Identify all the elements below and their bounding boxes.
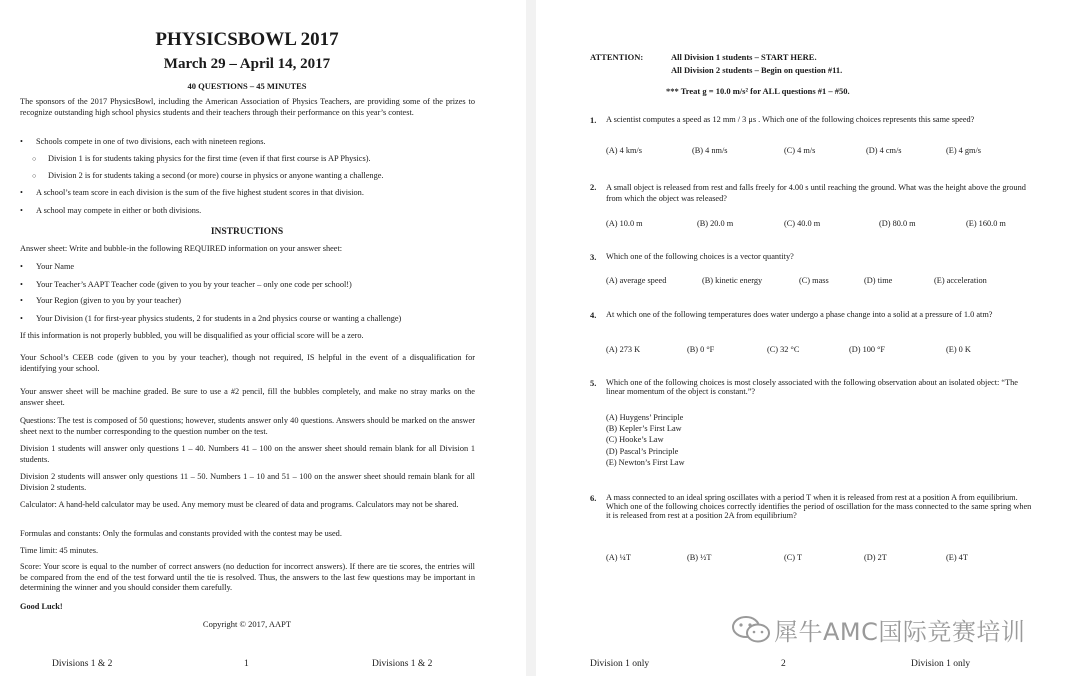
disqualify-text: If this information is not properly bubbled, you will be disqualified as your official score will be a zero. [20,331,364,340]
choice-d[interactable]: (D) 4 cm/s [866,146,902,155]
answer-sheet-text: Answer sheet: Write and bubble-in the following REQUIRED information on your answer sheet: [20,244,343,253]
sub-bullet-item: ○ Division 1 is for students taking physics for the first time (even if that first course is AP Physics). [32,154,371,163]
choice-d[interactable]: (D) Pascal’s Principle [606,447,679,456]
footer-right: Division 1 only [911,659,971,669]
choice-e[interactable]: (E) 160.0 m [966,219,1006,228]
choice-a[interactable]: (A) ¼T [606,553,631,562]
machine-graded-text: Your answer sheet will be machine graded. Be sure to use a #2 pencil, fill the bubbles completely, and make no stray marks on the answer sheet. [20,387,475,407]
required-item: • Your Teacher’s AAPT Teacher code (given to you by your teacher – only one code per school!) [20,280,352,289]
contest-subtitle: 40 QUESTIONS – 45 MINUTES [187,81,307,91]
choice-c[interactable]: (C) T [784,553,803,562]
choice-d[interactable]: (D) 2T [864,553,887,562]
choice-a[interactable]: (A) Huygens’ Principle [606,413,684,422]
footer-left: Divisions 1 & 2 [52,659,113,669]
choice-b[interactable]: (B) ½T [687,553,712,562]
bullet-item: • A school’s team score in each division is the sum of the five highest student scores in that division. [20,188,364,197]
choice-c[interactable]: (C) 4 m/s [784,146,816,155]
watermark-text: 犀牛AMC国际竞赛培训 [774,618,1026,646]
choice-a[interactable]: (A) 273 K [606,345,641,354]
choice-e[interactable]: (E) 0 K [946,345,971,354]
choice-d[interactable]: (D) 100 °F [849,345,886,354]
choice-e[interactable]: (E) Newton’s First Law [606,458,685,467]
choice-a[interactable]: (A) average speed [606,276,667,285]
question-2: 2. A small object is released from rest and falls freely for 4.00 s until reaching the ground. What was the height above the ground from which the object was released? (A) 10.0 m (B) 20.0 m (C) 40.0 m (D) 80.0 m (E) 160.0 m [590,182,1026,228]
division2-text: Division 2 students will answer only questions 11 – 50. Numbers 1 – 10 and 51 – 100 on the answer sheet should remain blank for all Division 2 students. [20,472,475,492]
attention-label: ATTENTION: [590,52,644,62]
contest-dates: March 29 – April 14, 2017 [163,56,331,72]
required-item: • Your Name [20,262,75,271]
attention-line-1: All Division 1 students – START HERE. [671,52,817,62]
copyright: Copyright © 2017, AAPT [202,619,292,629]
footer-right: Divisions 1 & 2 [372,659,433,669]
ceeb-text: Your School’s CEEB code (given to you by your teacher), though not required, IS helpful in the event of a disqualification for identifying your school. [20,353,475,373]
contest-title: PHYSICSBOWL 2017 [155,29,339,50]
choice-b[interactable]: (B) Kepler’s First Law [606,424,682,433]
instructions-heading: INSTRUCTIONS [210,227,284,237]
choice-a[interactable]: (A) 4 km/s [606,146,642,155]
page-number: 2 [781,659,786,669]
choice-c[interactable]: (C) Hooke’s Law [606,435,664,444]
questions-text: Questions: The test is composed of 50 questions; however, students answer only 40 questions. Answers should be marked on the answer sheet next to the number corresponding to the question number on the test. [20,416,475,436]
page-gutter [526,0,536,676]
choice-d[interactable]: (D) time [864,276,893,285]
score-text: Score: Your score is equal to the number of correct answers (no deduction for incorrect answers). If there are tie scores, the entries will be compared from the end of the test forward until the tie is resolved. Thus, the answers to the last few questions may be important in determining the winner and you should consider them carefully. [20,562,475,593]
sub-bullet-item: ○ Division 2 is for students taking a second (or more) course in physics or anyone wanting a challenge. [32,171,384,180]
formulas-text: Formulas and constants: Only the formulas and constants provided with the contest may be used. [20,529,342,538]
choice-b[interactable]: (B) 4 nm/s [692,146,728,155]
choice-d[interactable]: (D) 80.0 m [879,219,916,228]
question-5: 5. Which one of the following choices is most closely associated with the following observation about an isolated object: “The linear momentum of the object is constant.”? (A) Huygens’ Principle (B) Kepler’s First Law (C) Hooke’s Law (D) Pascal’s Principle (E) Newton’s First Law [590,378,1018,467]
choice-c[interactable]: (C) 32 °C [767,345,800,354]
required-item: • Your Region (given to you by your teacher) [20,296,182,305]
choice-e[interactable]: (E) 4 gm/s [946,146,982,155]
treat-g-note: *** Treat g = 10.0 m/s² for ALL questions #1 – #50. [666,86,850,96]
choice-c[interactable]: (C) mass [799,276,829,285]
bullet-item: • A school may compete in either or both divisions. [20,206,202,215]
page-1 [0,0,526,676]
time-limit-text: Time limit: 45 minutes. [20,546,99,555]
good-luck: Good Luck! [20,602,63,611]
question-4: 4. At which one of the following temperatures does water undergo a phase change into a solid at a pressure of 1.0 atm? (A) 273 K (B) 0 °F (C) 32 °C (D) 100 °F (E) 0 K [590,310,993,354]
choice-e[interactable]: (E) 4T [946,553,968,562]
page-2 [536,0,1080,676]
choice-c[interactable]: (C) 40.0 m [784,219,821,228]
calculator-text: Calculator: A hand-held calculator may be used. Any memory must be cleared of data and programs. Calculators may not be shared. [20,500,459,509]
question-3: 3. Which one of the following choices is a vector quantity? (A) average speed (B) kinetic energy (C) mass (D) time (E) acceleration [590,252,987,285]
wechat-icon [731,614,773,646]
choice-b[interactable]: (B) 20.0 m [697,219,734,228]
attention-line-2: All Division 2 students – Begin on question #11. [671,65,843,75]
question-1: 1. A scientist computes a speed as 12 mm / 3 μs . Which one of the following choices represents this same speed? (A) 4 km/s (B) 4 nm/s (C) 4 m/s (D) 4 cm/s (E) 4 gm/s [590,115,982,155]
division1-text: Division 1 students will answer only questions 1 – 40. Numbers 41 – 100 on the answer sheet should remain blank for all Division 1 students. [20,444,475,464]
choice-b[interactable]: (B) kinetic energy [702,276,763,285]
choice-b[interactable]: (B) 0 °F [687,345,715,354]
footer-left: Division 1 only [590,659,650,669]
required-item: • Your Division (1 for first-year physics students, 2 for students in a 2nd physics course or wanting a challenge) [20,314,402,323]
choice-e[interactable]: (E) acceleration [934,276,987,285]
page-number: 1 [244,659,249,669]
question-6: 6. A mass connected to an ideal spring oscillates with a period T when it is released from rest at a position A from equilibrium. Which one of the following choices correctly identifies the period of oscillation for the mass connected to the same spring when it is released from rest at a position 2A from equilibrium? (A) ¼T (B) ½T (C) T (D) 2T (E) 4T [590,493,1032,562]
bullet-item: • Schools compete in one of two divisions, each with nineteen regions. [20,137,266,146]
choice-a[interactable]: (A) 10.0 m [606,219,643,228]
intro-paragraph: The sponsors of the 2017 PhysicsBowl, including the American Association of Physics Teachers, are providing some of the prizes to recognize outstanding high school physics students and their teachers through their performance on this year’s contest. [20,97,475,117]
